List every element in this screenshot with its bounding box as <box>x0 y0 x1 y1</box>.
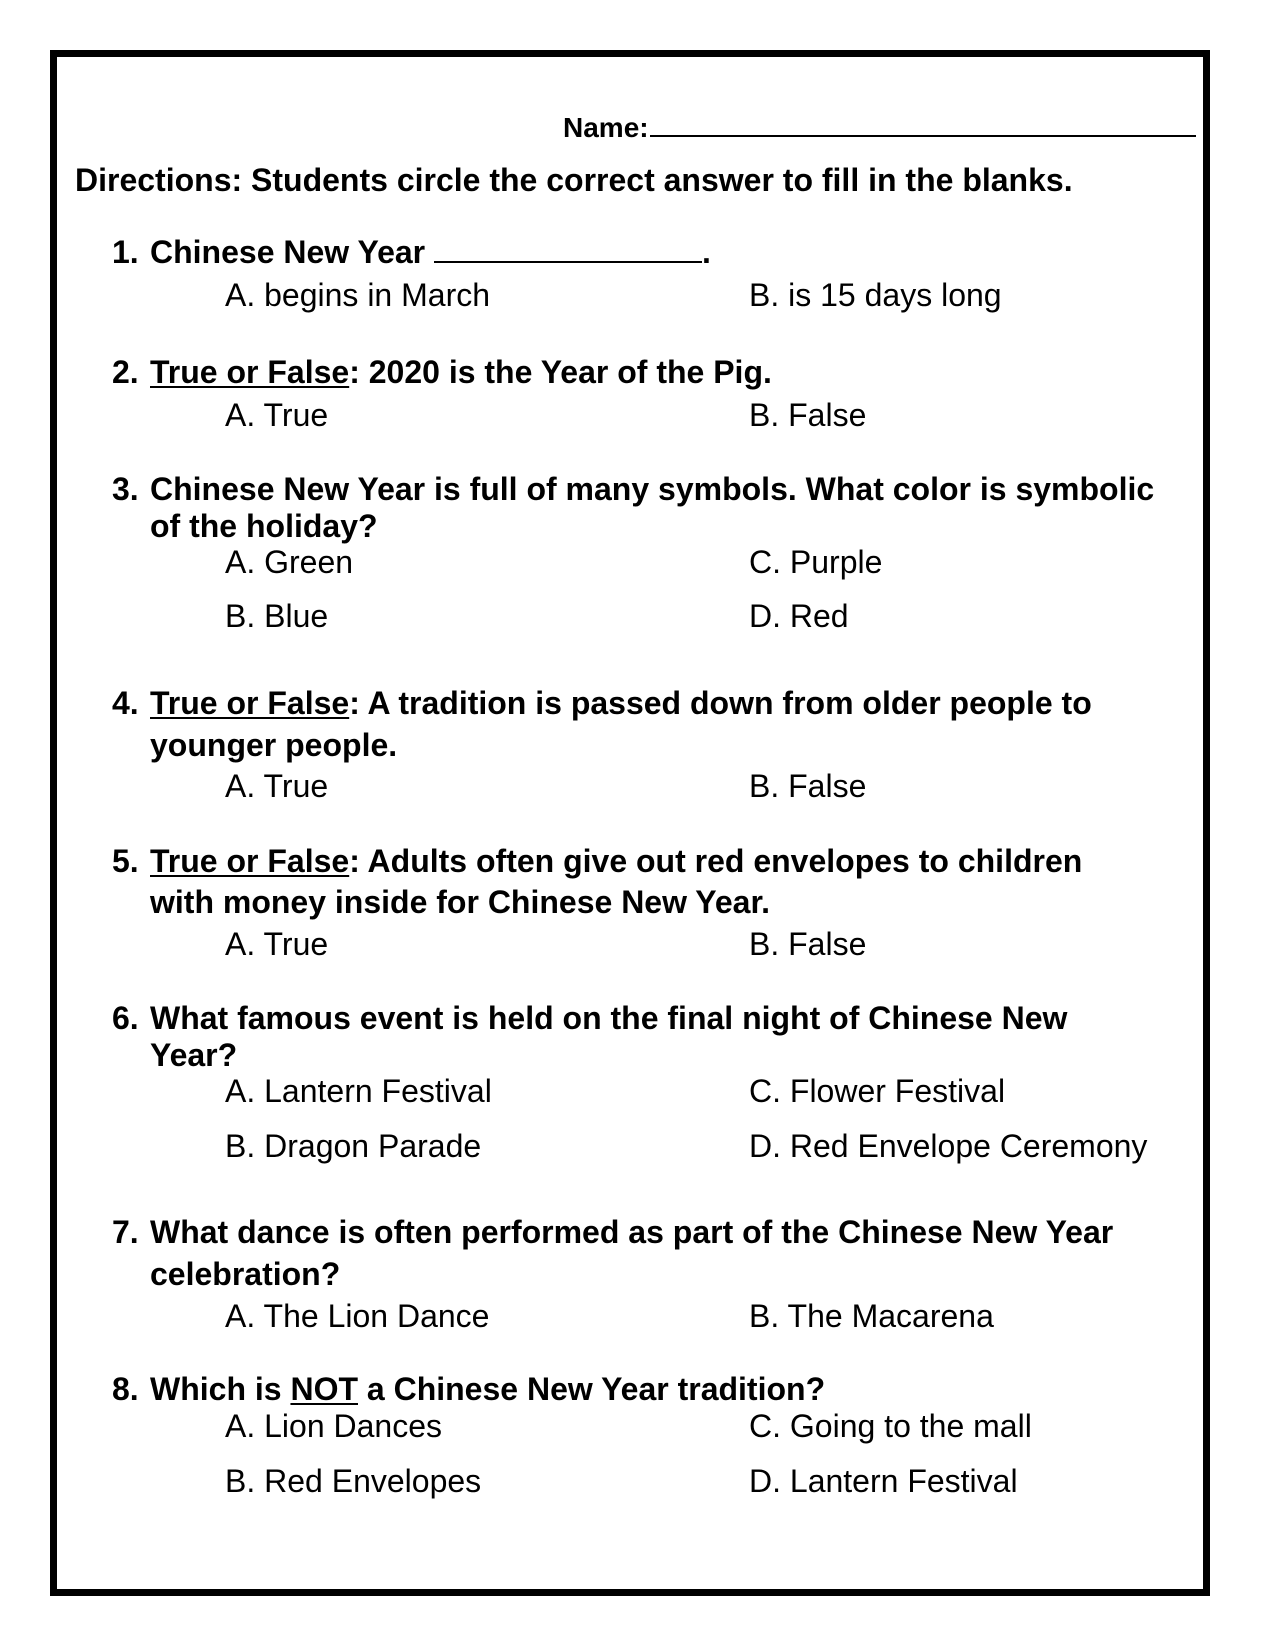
question-number: 7. <box>112 1214 139 1250</box>
question-text-line-1: What famous event is held on the final night of Chinese New <box>150 1000 1068 1036</box>
question-text-line-1 <box>150 685 1092 722</box>
question-text <box>150 1371 825 1408</box>
answer-option[interactable]: C. Flower Festival <box>749 1073 1006 1109</box>
answer-option[interactable]: D. Lantern Festival <box>749 1463 1018 1499</box>
question-text-line-1: Chinese New Year is full of many symbols. What color is symbolic <box>150 471 1155 507</box>
answer-option[interactable]: B. False <box>749 926 867 962</box>
question-text-line-2: with money inside for Chinese New Year. <box>150 884 771 920</box>
question-text-line-1: What dance is often performed as part of the Chinese New Year <box>150 1214 1114 1250</box>
directions: Directions: Students circle the correct answer to fill in the blanks. <box>75 162 1073 198</box>
question-text-line-1 <box>150 843 1082 880</box>
worksheet-border <box>50 50 1210 1596</box>
answer-option[interactable]: D. Red <box>749 598 849 634</box>
question-number: 2. <box>112 354 139 390</box>
question-text-line-2: of the holiday? <box>150 508 378 544</box>
name-blank-line[interactable] <box>650 107 1196 137</box>
fill-in-blank <box>434 235 702 263</box>
answer-option[interactable]: A. Lion Dances <box>225 1408 443 1444</box>
answer-option[interactable]: A. begins in March <box>225 277 491 313</box>
answer-option[interactable]: A. The Lion Dance <box>225 1298 490 1334</box>
answer-option[interactable]: B. Dragon Parade <box>225 1128 482 1164</box>
name-field[interactable] <box>563 107 1196 144</box>
question-number: 5. <box>112 843 139 879</box>
true-or-false-label: True or False <box>150 843 350 879</box>
question-text-line-2: Year? <box>150 1037 238 1073</box>
answer-option[interactable]: A. True <box>225 768 329 804</box>
answer-option[interactable]: B. Red Envelopes <box>225 1463 482 1499</box>
question-text-part: : 2020 is the Year of the Pig. <box>349 354 772 390</box>
question-text-part: Which is <box>150 1371 291 1407</box>
question-number: 1. <box>112 234 139 270</box>
question-text-part: : A tradition is passed down from older people to <box>349 685 1092 721</box>
answer-option[interactable]: D. Red Envelope Ceremony <box>749 1128 1148 1164</box>
question-text <box>150 234 711 271</box>
question-number: 4. <box>112 685 139 721</box>
question-text-line-2: celebration? <box>150 1256 341 1292</box>
answer-option[interactable]: A. Lantern Festival <box>225 1073 492 1109</box>
true-or-false-label: True or False <box>150 685 350 721</box>
question-number: 6. <box>112 1000 139 1036</box>
question-text-part: Chinese New Year <box>150 234 434 270</box>
not-emphasis: NOT <box>290 1371 358 1407</box>
answer-option[interactable]: C. Going to the mall <box>749 1408 1032 1444</box>
question-text-end: . <box>702 234 711 270</box>
question-number: 3. <box>112 471 139 507</box>
answer-option[interactable]: B. False <box>749 397 867 433</box>
answer-option[interactable]: B. Blue <box>225 598 329 634</box>
question-text-part: : Adults often give out red envelopes to children <box>349 843 1083 879</box>
answer-option[interactable]: B. False <box>749 768 867 804</box>
answer-option[interactable]: A. Green <box>225 544 354 580</box>
question-text-line-2: younger people. <box>150 727 398 763</box>
answer-option[interactable]: B. The Macarena <box>749 1298 994 1334</box>
answer-option[interactable]: A. True <box>225 397 329 433</box>
name-label: Name: <box>563 112 649 143</box>
question-text <box>150 354 772 391</box>
question-text-part: a Chinese New Year tradition? <box>358 1371 826 1407</box>
question-number: 8. <box>112 1371 139 1407</box>
answer-option[interactable]: A. True <box>225 926 329 962</box>
true-or-false-label: True or False <box>150 354 350 390</box>
answer-option[interactable]: B. is 15 days long <box>749 277 1002 313</box>
answer-option[interactable]: C. Purple <box>749 544 883 580</box>
